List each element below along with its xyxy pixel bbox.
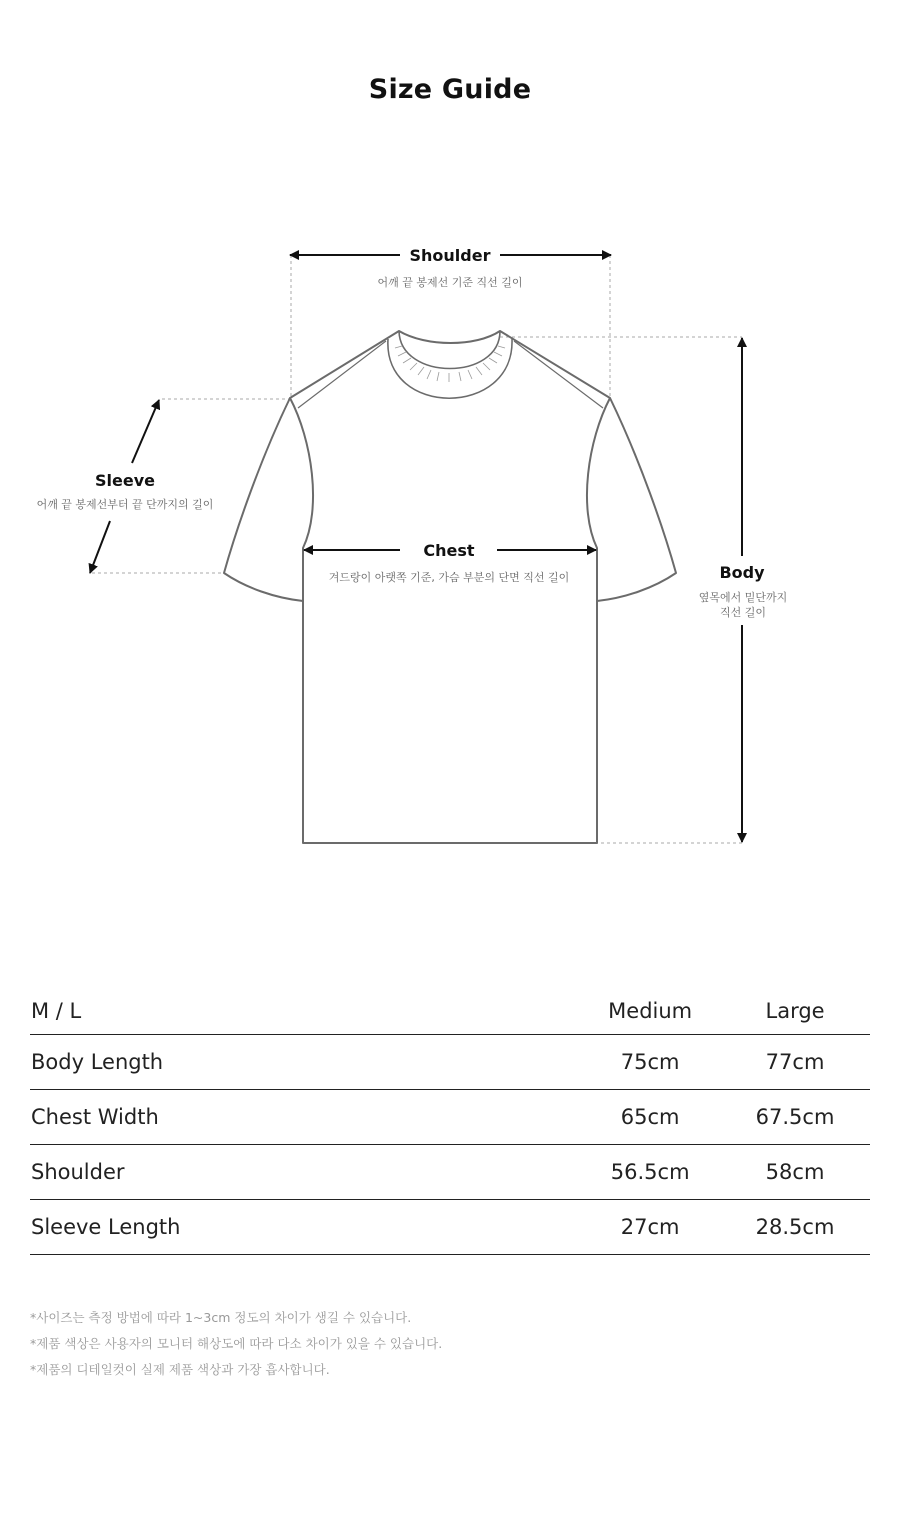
tshirt-outline — [224, 331, 676, 843]
guide-lines — [92, 255, 742, 843]
chest-label: Chest — [423, 541, 475, 560]
note-detail-cut: *제품의 디테일컷이 실제 제품 색상과 가장 흡사합니다. — [30, 1362, 330, 1377]
sleeve-description: 어깨 끝 봉제선부터 끝 단까지의 길이 — [36, 498, 214, 511]
row-name: Chest Width — [31, 1104, 159, 1129]
row-medium-value: 75cm — [620, 1049, 680, 1074]
note-measurement: *사이즈는 측정 방법에 따라 1~3cm 정도의 차이가 생길 수 있습니다. — [30, 1310, 412, 1325]
table-row — [30, 1144, 870, 1199]
tshirt-body — [290, 331, 610, 843]
sleeve-arrow-up — [132, 400, 159, 463]
sleeve-label: Sleeve — [95, 471, 155, 490]
table-row — [30, 1089, 870, 1144]
header-large: Large — [765, 998, 825, 1023]
shoulder-description: 어깨 끝 봉제선 기준 직선 길이 — [377, 276, 523, 289]
size-table — [30, 988, 870, 1255]
row-large-value: 67.5cm — [755, 1104, 835, 1129]
size-notes — [30, 1310, 870, 1388]
shoulder-label: Shoulder — [409, 246, 491, 265]
row-name: Body Length — [31, 1049, 164, 1074]
body-label: Body — [719, 563, 765, 582]
body-description-line1: 옆목에서 밑단까지 — [698, 591, 788, 604]
row-large-value: 58cm — [765, 1159, 825, 1184]
row-large-value: 28.5cm — [755, 1214, 835, 1239]
right-shoulder-seam — [514, 341, 603, 408]
row-name: Sleeve Length — [31, 1214, 181, 1239]
body-description-line2: 직선 길이 — [719, 606, 767, 619]
header-medium: Medium — [608, 998, 693, 1023]
table-row — [30, 1199, 870, 1254]
row-medium-value: 56.5cm — [610, 1159, 690, 1184]
chest-description: 겨드랑이 아랫쪽 기준, 가슴 부분의 단면 직선 길이 — [328, 571, 570, 584]
left-sleeve — [224, 398, 303, 601]
table-row — [30, 1034, 870, 1089]
row-name: Shoulder — [31, 1159, 125, 1184]
row-medium-value: 27cm — [620, 1214, 680, 1239]
header-size-label: M / L — [31, 998, 82, 1023]
right-sleeve — [597, 398, 676, 601]
neck-rib — [399, 331, 500, 369]
row-medium-value: 65cm — [620, 1104, 680, 1129]
row-large-value: 77cm — [765, 1049, 825, 1074]
sleeve-arrow-down — [90, 521, 110, 573]
note-color: *제품 색상은 사용자의 모니터 해상도에 따라 다소 차이가 있을 수 있습니다. — [30, 1336, 443, 1351]
size-table-header — [30, 988, 870, 1034]
left-shoulder-seam — [298, 341, 386, 408]
page-title: Size Guide — [368, 74, 532, 105]
neck-rib-texture — [395, 346, 505, 382]
